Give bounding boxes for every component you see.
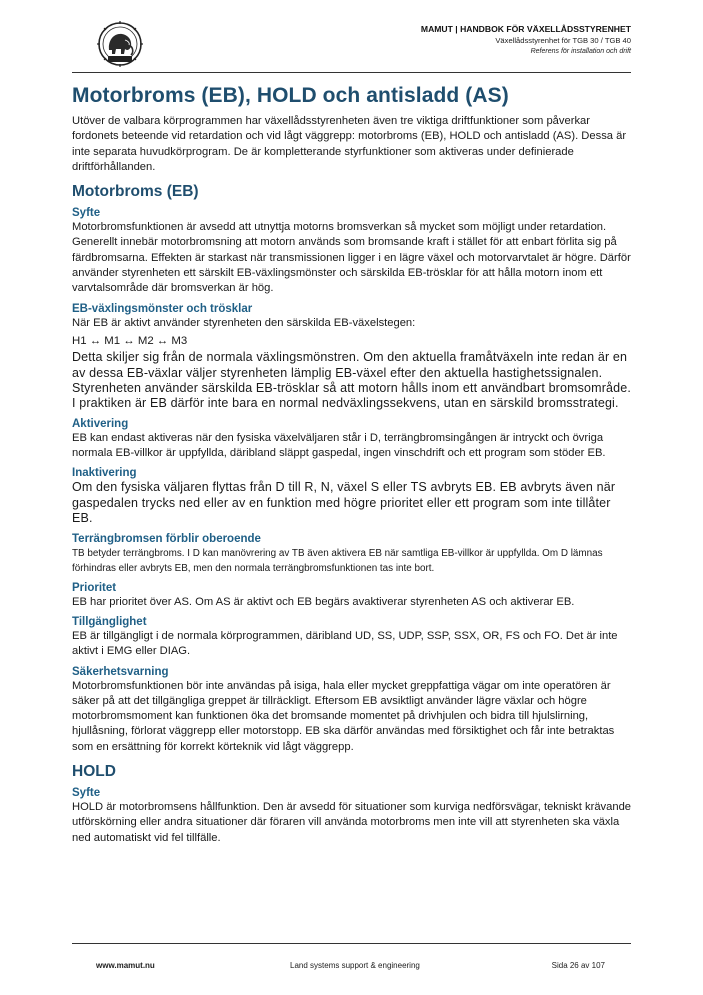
eb-syfte-heading: Syfte [72, 207, 101, 220]
footer-tagline: Land systems support & engineering [290, 961, 420, 970]
eb-inaktivering-text: Om den fysiska väljaren flyttas från D till R, N, växel S eller TS avbryts EB. EB avbryts även när gaspedalen trycks ned eller av en funktion med högre prioritet eller ett program som inte tillåter EB. [72, 480, 616, 526]
hold-syfte-text: HOLD är motorbromsens hållfunktion. Den är avsedd för situationer som kurviga nedförsvägar, tekniskt krävande utförskörning eller andra situationer där föraren vill använda motorbroms men inte vill att styrenheten ska växla ned automatiskt vid fel tillfälle. [72, 801, 632, 844]
eb-pattern-text: När EB är aktivt använder styrenheten den särskilda EB-växelstegen: [72, 316, 416, 329]
eb-terrang-heading: Terrängbromsen förblir oberoende [72, 532, 261, 545]
page-content [72, 84, 633, 846]
section-heading-hold: HOLD [72, 763, 116, 781]
page-header [72, 18, 631, 73]
eb-gear-sequence: H1 ↔ M1 ↔ M2 ↔ M3 [72, 334, 188, 347]
header-title: MAMUT | HANDBOK FÖR VÄXELLÅDSSTYRENHET [420, 24, 631, 34]
eb-sakerhet-heading: Säkerhetsvarning [72, 665, 169, 678]
eb-prioritet-heading: Prioritet [72, 581, 117, 594]
header-note: Referens för installation och drift [530, 48, 631, 55]
page-footer [72, 943, 631, 974]
eb-sakerhet-text: Motorbromsfunktionen bör inte användas på isiga, hala eller mycket greppfattiga vägar om inte operatören är säker på att det tillgängliga greppet är tillräckligt. Eftersom EB avsiktligt använder lägre växlar och högre motorbromsmoment kan funktionen öka det bromsande momentet på drivhjulen och bidra till hjulslirning, hjullåsning, förlorat väggrepp eller motorstopp. EB ska därför användas med försiktighet och får inte betraktas som en ersättning för korrekt körteknik vid lågt väggrepp. [72, 679, 615, 753]
eb-aktivering-heading: Aktivering [72, 417, 129, 430]
eb-aktivering-text: EB kan endast aktiveras när den fysiska växelväljaren står i D, terrängbromsingången är intryckt och övriga normala EB-villkor är uppfyllda, däribland släppt gaspedal, ingen vinschdrift och ett program som stöder EB. [72, 431, 606, 460]
footer-website: www.mamut.nu [96, 961, 155, 970]
eb-tillganglighet-text: EB är tillgängligt i de normala körprogrammen, däribland UD, SS, UDP, SSP, SSX, OR, FS och FO. Det är inte aktivt i EMG eller DIAG. [72, 630, 618, 658]
eb-pattern-text-2: Detta skiljer sig från de normala växlingsmönstren. Om den aktuella framåtväxeln inte redan är en av dessa EB-växlar väljer styrenheten lämplig EB-växel efter den aktuella hastighetssignalen. Styrenheten använder särskilda EB-trösklar så att motorn hålls inom ett användbart bromsområde. I praktiken är EB därför inte bara en normal nedväxlingssekvens, utan en särskild bromsstrategi. [72, 350, 631, 411]
intro-paragraph: Utöver de valbara körprogrammen har växellådsstyrenheten även tre viktiga driftfunktioner som påverkar fordonets beteende vid retardation och vid lågt väggrepp: motorbroms (EB), HOLD och antisladd (AS). Dessa är inte separata huvudkörprogram. De är kompletterande styrfunktioner som aktiveras under definierade driftförhållanden. [72, 115, 627, 173]
header-subtitle: Växellådsstyrenhet för TGB 30 / TGB 40 [495, 36, 631, 45]
header-text [421, 24, 631, 57]
eb-terrang-text: TB betyder terrängbroms. I D kan manövrering av TB även aktivera EB när samtliga EB-villkor är uppfyllda. Om D lämnas förhindras eller avbryts EB, men den normala terrängbromsfunktionen tas inte bort. [72, 547, 603, 574]
footer-page-number: Sida 26 av 107 [551, 961, 605, 970]
mamut-logo-icon [94, 20, 146, 68]
eb-pattern-heading: EB-växlingsmönster och trösklar [72, 302, 253, 315]
hold-syfte-heading: Syfte [72, 787, 101, 800]
eb-syfte-text: Motorbromsfunktionen är avsedd att utnyttja motorns bromsverkan så mycket som möjligt under retardation. Generellt innebär motorbromsning att motorn används som bromsande kraft i stället för att enbart förlita sig på färdbromsarna. Effekten är starkast när transmissionen ligger i en lägre växel och motorvarvtalet är högre. Därför använder styrenheten ett särskilt EB-växlingsmönster och särskilda EB-trösklar för att hålla motorn inom ett varvtalsområde där bromsverkan är hög. [72, 221, 631, 295]
eb-tillganglighet-heading: Tillgänglighet [72, 616, 147, 628]
page-title: Motorbroms (EB), HOLD och antisladd (AS) [72, 84, 509, 107]
eb-prioritet-text: EB har prioritet över AS. Om AS är aktivt och EB begärs avaktiverar styrenheten AS och aktiverar EB. [72, 595, 575, 608]
section-heading-eb: Motorbroms (EB) [72, 183, 199, 201]
eb-inaktivering-heading: Inaktivering [72, 467, 137, 480]
